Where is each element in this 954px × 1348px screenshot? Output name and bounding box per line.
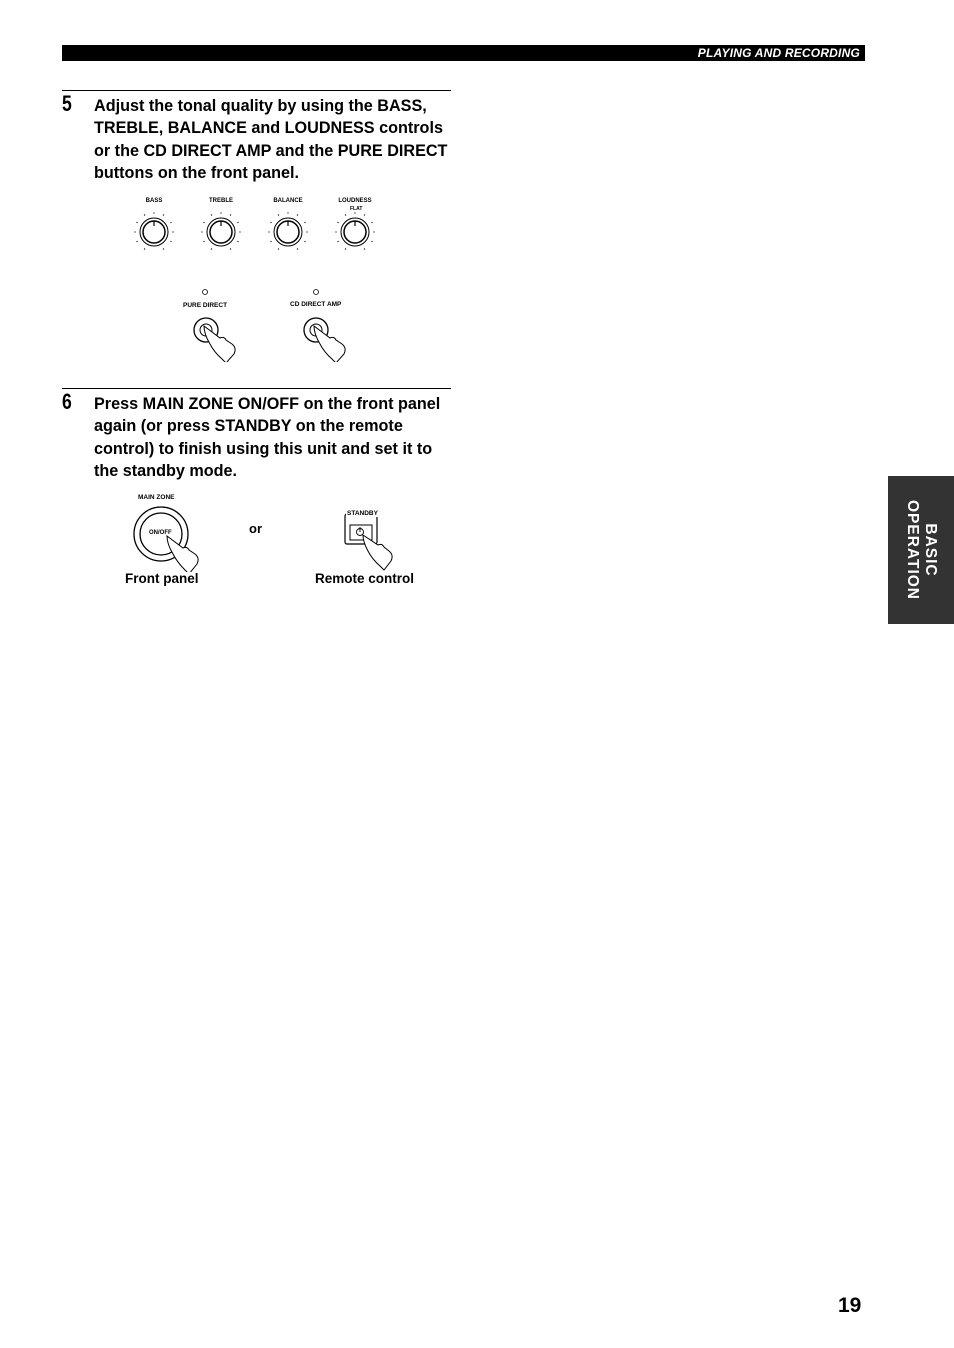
- step-6-number: 6: [62, 389, 72, 414]
- cd-direct-amp-button: CD DIRECT AMP: [290, 301, 342, 308]
- standby-button-icon: [345, 514, 392, 570]
- step-5-text: Adjust the tonal quality by using the BASS, TREBLE, BALANCE and LOUDNESS controls or the CD DIRECT AMP and the PURE DIRECT buttons on the front panel.: [94, 97, 448, 182]
- standby-label: STANDBY: [347, 510, 378, 517]
- step-5-rule: [62, 90, 451, 91]
- page-number: 19: [838, 1294, 862, 1317]
- on-off-label: ON/OFF: [149, 530, 172, 536]
- front-panel-caption: Front panel: [125, 571, 199, 586]
- section-side-tab: [888, 476, 954, 624]
- side-tab-line2: OPERATION: [904, 500, 921, 600]
- cd-direct-amp-press-icon: [304, 318, 345, 362]
- balance-label: BALANCE: [273, 198, 303, 204]
- step-6-rule: [62, 388, 451, 389]
- treble-label: TREBLE: [209, 198, 233, 204]
- pure-direct-button: PURE DIRECT: [183, 302, 228, 309]
- knobs-drawing: [120, 192, 400, 362]
- step-6-text: Press MAIN ZONE ON/OFF on the front panel again (or press STANDBY on the remote control) to finish using this unit and set it to the standby mode.: [94, 395, 441, 480]
- step-5-number: 5: [62, 91, 72, 116]
- cd-direct-amp-indicator-icon: [314, 290, 319, 295]
- main-zone-on-off-knob-icon: [134, 507, 198, 572]
- tone-controls-figure: [120, 192, 400, 362]
- bass-label: BASS: [145, 198, 163, 204]
- pure-direct-indicator-icon: [203, 290, 208, 295]
- side-tab-label: [903, 500, 939, 600]
- remote-control-caption: Remote control: [315, 571, 415, 586]
- loudness-knob-icon: [335, 212, 375, 250]
- section-title: PLAYING AND RECORDING: [697, 46, 860, 60]
- treble-knob-icon: [201, 212, 241, 250]
- bass-knob-icon: [134, 212, 174, 250]
- section-header-bar: [62, 45, 865, 61]
- loudness-label: LOUDNESS: [338, 198, 372, 204]
- side-tab-line1: BASIC: [922, 523, 939, 577]
- or-label: or: [249, 521, 262, 536]
- main-zone-label: MAIN ZONE: [138, 494, 175, 501]
- pure-direct-press-icon: [194, 318, 235, 362]
- flat-label: FLAT: [350, 206, 363, 212]
- balance-knob-icon: [268, 212, 308, 250]
- power-controls-figure: [110, 492, 430, 592]
